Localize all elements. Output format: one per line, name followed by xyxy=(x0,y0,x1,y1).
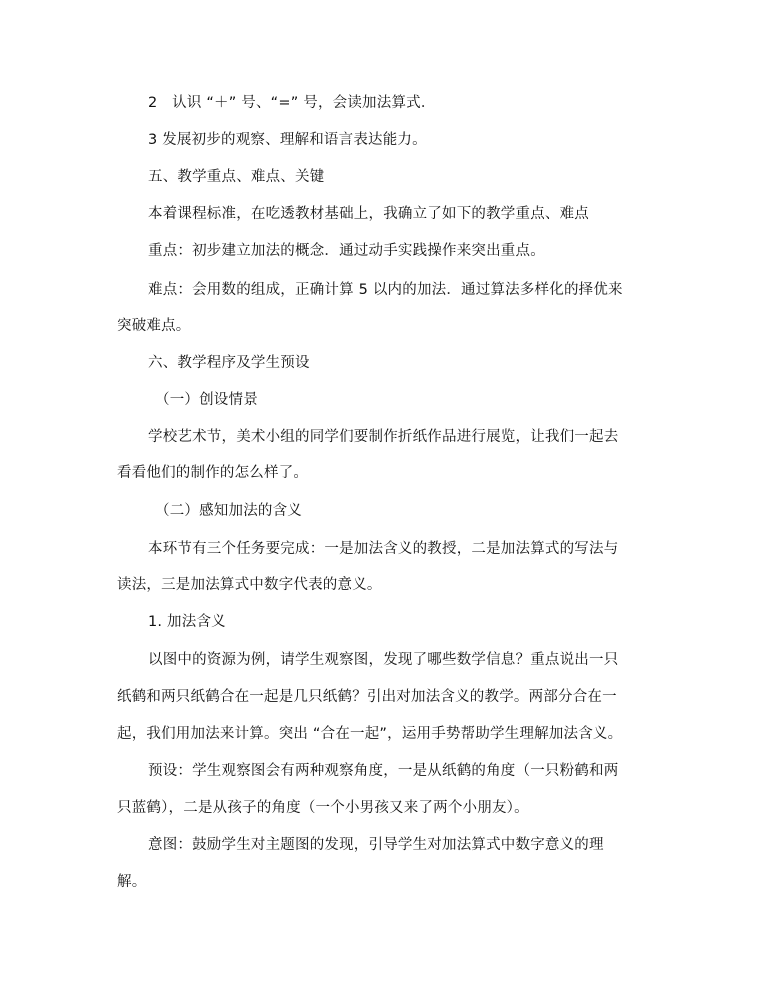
section-heading-5: 五、教学重点、难点、关键 xyxy=(148,169,325,185)
paragraph-line-cont: 看看他们的制作的怎么样了。 xyxy=(117,465,309,481)
paragraph-line-cont: 纸鹤和两只纸鹤合在一起是几只纸鹤？引出对加法含义的教学。两部分合在一 xyxy=(117,689,617,705)
key-point-line: 重点：初步建立加法的概念．通过动手实践操作来突出重点。 xyxy=(148,243,545,259)
paragraph-line: 本环节有三个任务要完成：一是加法含义的教授，二是加法算式的写法与 xyxy=(148,541,619,557)
subheading-2: （二）感知加法的含义 xyxy=(155,503,302,519)
paragraph-line-cont: 起，我们用加法来计算。突出 “合在一起”，运用手势帮助学生理解加法含义。 xyxy=(117,726,623,742)
paragraph-line-cont: 读法，三是加法算式中数字代表的意义。 xyxy=(117,577,382,593)
difficulty-line: 难点：会用数的组成，正确计算 5 以内的加法．通过算法多样化的择优来 xyxy=(148,282,623,298)
difficulty-line-cont: 突破难点。 xyxy=(117,318,191,334)
paragraph-line: 学校艺术节，美术小组的同学们要制作折纸作品进行展览，让我们一起去 xyxy=(148,429,619,445)
paragraph-line: 本着课程标准，在吃透教材基础上，我确立了如下的教学重点、难点 xyxy=(148,206,589,222)
item-heading-1: 1. 加法含义 xyxy=(148,614,226,630)
intent-line: 意图：鼓励学生对主题图的发现，引导学生对加法算式中数字意义的理 xyxy=(148,837,604,853)
intent-line-cont: 解。 xyxy=(117,874,147,890)
preset-line: 预设：学生观察图会有两种观察角度，一是从纸鹤的角度（一只粉鹤和两 xyxy=(148,763,619,779)
paragraph-line: 以图中的资源为例，请学生观察图，发现了哪些数学信息？重点说出一只 xyxy=(148,652,619,668)
section-heading-6: 六、教学程序及学生预设 xyxy=(148,355,310,371)
subheading-1: （一）创设情景 xyxy=(155,392,258,408)
objective-3: 3 发展初步的观察、理解和语言表达能力。 xyxy=(148,132,427,148)
objective-2: 2 认识 “＋” 号、“=” 号，会读加法算式． xyxy=(148,95,436,111)
preset-line-cont: 只蓝鹤），二是从孩子的角度（一个小男孩又来了两个小朋友）。 xyxy=(117,800,529,816)
